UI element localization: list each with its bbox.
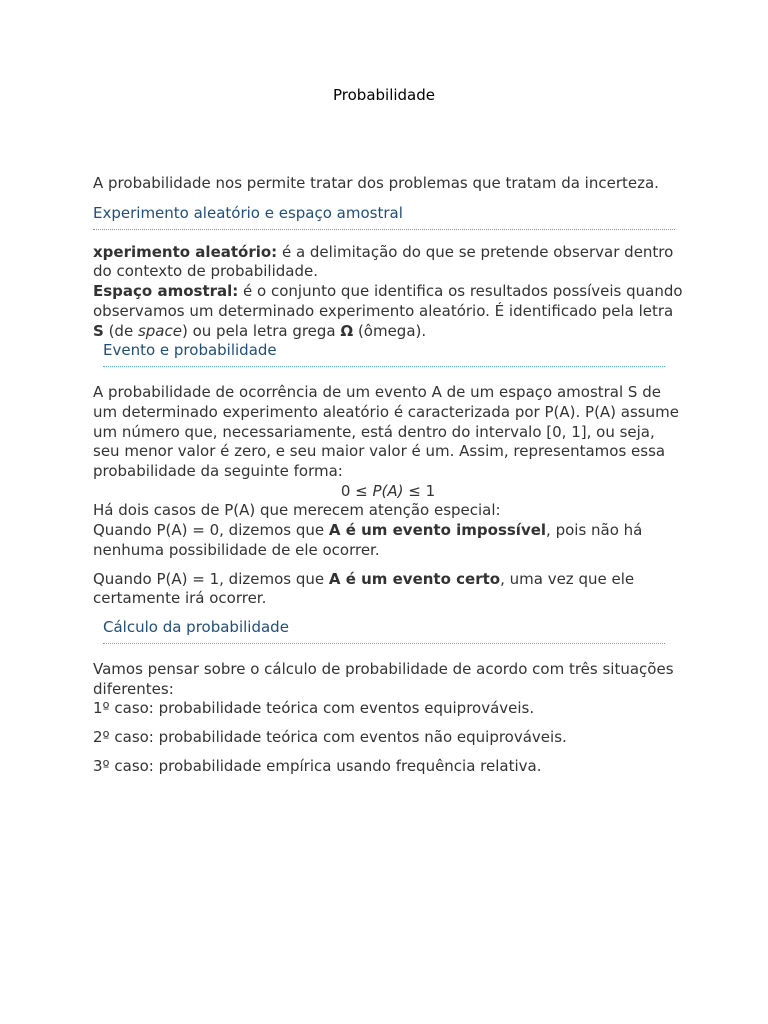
casos-paragraph: Há dois casos de P(A) que merecem atenção especial: xyxy=(93,501,501,520)
formula-left: 0 ≤ xyxy=(340,481,373,500)
definition-text: é a delimitação do que se pretende observar dentro do contexto de probabilidade. xyxy=(93,242,674,281)
definition-text: (ômega). xyxy=(353,321,427,340)
formula-pa: P(A) xyxy=(372,481,404,500)
definition-text: é o conjunto que identifica os resultados possíveis quando observamos um determinado experimento aleatório. É identificado pela letra xyxy=(93,282,683,320)
word-space: space xyxy=(137,321,182,340)
definition-experimento xyxy=(93,243,683,282)
term-espaco: Espaço amostral: xyxy=(93,282,239,301)
intro-paragraph: A probabilidade nos permite tratar dos problemas que tratam da incerteza. xyxy=(93,174,659,192)
definition-text: ) ou pela letra grega xyxy=(181,321,341,340)
page-title: Probabilidade xyxy=(333,86,435,104)
evento-paragraph: A probabilidade de ocorrência de um evento A de um espaço amostral S de um determinado experimento aleatório é caracterizada por P(A). P(A) assume um número que, necessariamente, está dentro do intervalo [0, 1], ou seja, seu menor valor é zero, e seu maior valor é um. Assim, representamos essa probabilidade da seguinte forma: xyxy=(93,383,679,481)
heading-evento: Evento e probabilidade xyxy=(103,341,665,367)
impossivel-bold: A é um evento impossível xyxy=(328,521,547,540)
formula-right: ≤ 1 xyxy=(403,481,436,500)
formula xyxy=(93,482,683,502)
letter-s: S xyxy=(93,321,104,340)
definition-text: (de xyxy=(103,321,138,340)
heading-calculo: Cálculo da probabilidade xyxy=(103,618,665,644)
case-3: 3º caso: probabilidade empírica usando frequência relativa. xyxy=(93,756,542,775)
term-experimento: xperimento aleatório: xyxy=(93,242,278,261)
case-2: 2º caso: probabilidade teórica com eventos não equiprováveis. xyxy=(93,728,567,747)
heading-experimento: Experimento aleatório e espaço amostral xyxy=(93,204,675,230)
document-body xyxy=(93,174,683,776)
paragraph-text: , uma vez que ele certamente irá ocorrer. xyxy=(93,569,635,608)
case-1: 1º caso: probabilidade teórica com eventos equiprováveis. xyxy=(93,699,535,718)
paragraph-text: , pois não há nenhuma possibilidade de ele ocorrer. xyxy=(93,521,643,559)
letter-omega: Ω xyxy=(340,321,354,340)
certo-paragraph xyxy=(93,570,683,609)
definition-espaco xyxy=(93,282,683,341)
paragraph-text: Quando P(A) = 1, dizemos que xyxy=(93,569,329,588)
paragraph-text: Quando P(A) = 0, dizemos que xyxy=(93,521,329,540)
calculo-paragraph: Vamos pensar sobre o cálculo de probabilidade de acordo com três situações diferentes: xyxy=(93,659,674,698)
certo-bold: A é um evento certo xyxy=(328,569,501,588)
impossivel-paragraph xyxy=(93,521,683,560)
